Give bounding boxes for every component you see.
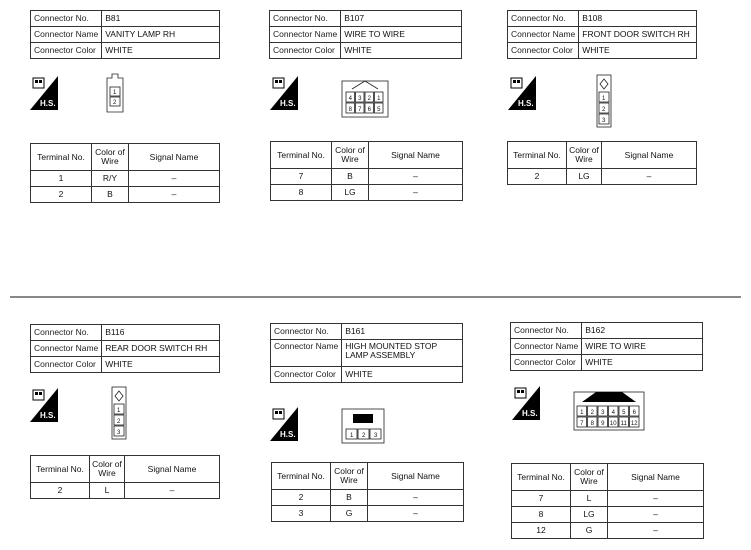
connector-name: FRONT DOOR SWITCH RH [579,27,697,43]
pin-label: 1 [350,433,354,439]
col-signal-name: Signal Name [368,463,464,490]
col-terminal-no: Terminal No. [31,456,90,483]
label-connector-color: Connector Color [31,43,102,59]
label-connector-name: Connector Name [270,27,341,43]
label-connector-no: Connector No. [508,11,579,27]
table-row: 12 G – [512,523,704,539]
col-terminal-no: Terminal No. [272,463,331,490]
pin-label: 2 [113,100,117,106]
label-connector-color: Connector Color [511,355,582,371]
col-signal-name: Signal Name [125,456,220,483]
col-color-of-wire: Color of Wire [332,142,369,169]
connector-no: B162 [582,323,703,339]
col-color-of-wire: Color of Wire [331,463,368,490]
hs-label: H.S. [40,411,56,420]
connector-info-table [269,10,462,59]
label-connector-name: Connector Name [511,339,582,355]
label-connector-color: Connector Color [31,357,102,373]
section-divider [10,296,741,298]
connector-color: WHITE [102,43,220,59]
label-connector-no: Connector No. [31,325,102,341]
connector-b162 [510,322,703,371]
connector-info-table [270,323,463,383]
harness-side-icon [512,386,540,420]
label-connector-color: Connector Color [271,367,342,383]
hs-label: H.S. [280,430,296,439]
hs-label: H.S. [518,99,534,108]
table-row: 2 B – [272,490,464,506]
col-terminal-no: Terminal No. [271,142,332,169]
pin-label: 2 [602,107,606,113]
hs-label: H.S. [40,99,56,108]
connector-no: B116 [102,325,220,341]
col-signal-name: Signal Name [129,144,220,171]
table-row: 1 R/Y – [31,171,220,187]
pin-label: 11 [620,421,627,427]
pin-label: 3 [374,433,378,439]
pin-label: 3 [602,118,606,124]
pin-label: 5 [622,410,626,416]
label-connector-no: Connector No. [31,11,102,27]
pin-label: 1 [377,96,381,102]
connector-name: VANITY LAMP RH [102,27,220,43]
pin-label: 2 [117,419,121,425]
pin-label: 2 [590,410,594,416]
connector-face-b162 [572,386,646,432]
harness-side-icon [508,76,536,110]
pin-label: 7 [580,421,584,427]
pin-label: 10 [609,421,617,427]
table-row: 7 L – [512,491,704,507]
terminal-table-b81 [30,143,220,203]
connector-name: REAR DOOR SWITCH RH [102,341,220,357]
table-row: 8 LG – [271,185,463,201]
connector-face-b81 [104,72,126,114]
pin-label: 5 [377,107,381,113]
connector-face-b161 [340,407,386,445]
terminal-table-b116 [30,455,220,499]
col-signal-name: Signal Name [602,142,697,169]
harness-side-icon [30,388,58,422]
hs-label: H.S. [522,409,538,418]
harness-side-icon [270,76,298,110]
label-connector-color: Connector Color [270,43,341,59]
label-connector-name: Connector Name [508,27,579,43]
connector-info-table [510,322,703,371]
table-row: 2 B – [31,187,220,203]
connector-color: WHITE [579,43,697,59]
label-connector-no: Connector No. [271,324,342,340]
connector-no: B81 [102,11,220,27]
table-row: 8 LG – [512,507,704,523]
connector-face-b116 [110,386,128,440]
col-color-of-wire: Color of Wire [90,456,125,483]
pin-label: 8 [590,421,594,427]
label-connector-no: Connector No. [270,11,341,27]
pin-label: 2 [367,96,371,102]
col-color-of-wire: Color of Wire [571,464,608,491]
pin-label: 8 [348,107,352,113]
pin-label: 1 [113,90,117,96]
table-row: 3 G – [272,506,464,522]
connector-no: B108 [579,11,697,27]
terminal-table-b108 [507,141,697,185]
terminal-table-b162 [511,463,704,539]
pin-label: 3 [358,96,362,102]
connector-name: HIGH MOUNTED STOP LAMP ASSEMBLY [342,340,463,367]
col-terminal-no: Terminal No. [512,464,571,491]
connector-no: B107 [341,11,462,27]
connector-color: WHITE [102,357,220,373]
label-connector-name: Connector Name [31,27,102,43]
table-row: 2 LG – [508,169,697,185]
pin-label: 9 [601,421,605,427]
label-connector-color: Connector Color [508,43,579,59]
label-connector-no: Connector No. [511,323,582,339]
label-connector-name: Connector Name [31,341,102,357]
col-terminal-no: Terminal No. [31,144,92,171]
connector-color: WHITE [342,367,463,383]
pin-label: 1 [580,410,584,416]
label-connector-name: Connector Name [271,340,342,367]
pin-label: 6 [632,410,636,416]
connector-b116 [30,324,220,373]
connector-name: WIRE TO WIRE [582,339,703,355]
terminal-table-b161 [271,462,464,522]
connector-info-table [30,324,220,373]
pin-label: 12 [630,421,638,427]
terminal-table-b107 [270,141,463,201]
connector-name: WIRE TO WIRE [341,27,462,43]
pin-label: 4 [348,96,352,102]
pin-label: 3 [117,430,121,436]
pin-label: 4 [611,410,615,416]
connector-no: B161 [342,324,463,340]
harness-side-icon [270,407,298,441]
connector-b108 [507,10,697,59]
connector-face-b107 [340,75,390,119]
connector-b161 [270,323,463,383]
col-signal-name: Signal Name [608,464,704,491]
pin-label: 1 [117,408,121,414]
connector-info-table [507,10,697,59]
pin-label: 6 [367,107,371,113]
hs-label: H.S. [280,99,296,108]
connector-b81 [30,10,220,59]
table-row: 7 B – [271,169,463,185]
col-terminal-no: Terminal No. [508,142,567,169]
harness-side-icon [30,76,58,110]
connector-color: WHITE [582,355,703,371]
pin-label: 7 [358,107,362,113]
connector-b107 [269,10,462,59]
pin-label: 2 [362,433,366,439]
pin-label: 3 [601,410,605,416]
connector-info-table [30,10,220,59]
connector-color: WHITE [341,43,462,59]
table-row: 2 L – [31,483,220,499]
col-color-of-wire: Color of Wire [567,142,602,169]
col-signal-name: Signal Name [369,142,463,169]
col-color-of-wire: Color of Wire [92,144,129,171]
connector-face-b108 [595,74,613,128]
pin-label: 1 [602,96,606,102]
